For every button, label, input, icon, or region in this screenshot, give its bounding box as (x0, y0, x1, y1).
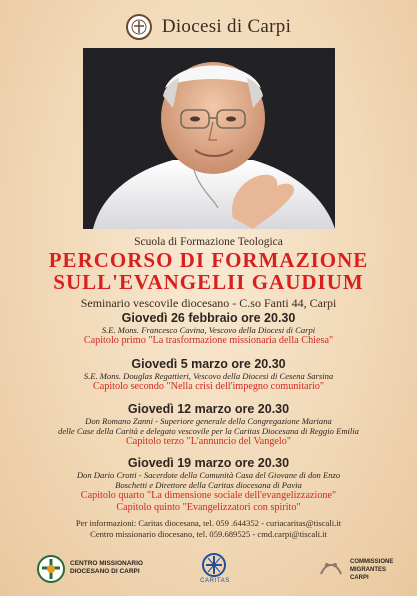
contact-line-centro: Centro missionario diocesano, tel. 059.689525 - cmd.carpi@tiscali.it (90, 529, 327, 539)
caritas-logo-icon (200, 552, 228, 578)
event-item (0, 311, 417, 347)
event-item (0, 402, 417, 448)
pope-photo (83, 48, 335, 229)
event-chapter: Capitolo primo "La trasformazione missionaria della Chiesa" (83, 335, 334, 346)
event-speaker: Don Romano Zanni - Superiore generale della Congregazione Mariana (85, 416, 332, 426)
event-date: Giovedì 26 febbraio ore 20.30 (121, 311, 296, 325)
school-name: Scuola di Formazione Teologica (134, 236, 283, 248)
migrantes-label (350, 558, 393, 582)
diocese-seal-icon (126, 14, 152, 40)
main-title-line1: PERCORSO DI FORMAZIONE (48, 248, 369, 272)
event-chapter: Capitolo quinto "Evangelizzatori con spirito" (116, 502, 301, 513)
migrantes-label-line1: COMMISSIONE (350, 559, 394, 565)
migrantes-label-line2: MIGRANTES (350, 567, 386, 573)
event-item (0, 357, 417, 393)
centro-missionario-label (70, 560, 143, 576)
contact-line-caritas: Per informazioni: Caritas diocesana, tel. 059 .644352 - curiacaritas@tiscali.it (75, 518, 342, 528)
contact-info (0, 518, 417, 540)
event-item (0, 456, 417, 514)
event-speaker: delle Case della Carità e delegato vescovile per la Caritas Diocesana di Reggio Emilia (58, 426, 359, 436)
event-speaker: Don Dario Crotti - Sacerdote della Comunità Casa del Giovane di don Enzo (76, 470, 341, 480)
event-chapter: Capitolo quarto "La dimensione sociale dell'evangelizzazione" (80, 490, 337, 501)
migrantes-logo-icon (318, 554, 344, 580)
diocese-title: Diocesi di Carpi (161, 16, 292, 37)
centro-label-line1: CENTRO MISSIONARIO (70, 560, 143, 567)
event-date: Giovedì 5 marzo ore 20.30 (131, 357, 286, 371)
event-speaker: Boschetti e Direttore della Caritas diocesana di Pavia (115, 480, 302, 490)
event-date: Giovedì 19 marzo ore 20.30 (127, 456, 290, 470)
caritas-label: CARITAS (200, 578, 230, 584)
event-chapter: Capitolo secondo "Nella crisi dell'impegno comunitario" (92, 381, 325, 392)
event-speaker: S.E. Mons. Douglas Regattieri, Vescovo della Diocesi di Cesena Sarsina (83, 371, 334, 381)
migrantes-label-line3: CARPI (350, 575, 369, 581)
event-date: Giovedì 12 marzo ore 20.30 (127, 402, 290, 416)
main-title-line2: SULL'EVANGELII GAUDIUM (53, 270, 364, 294)
header (0, 12, 417, 42)
centro-missionario-logo-icon (36, 554, 66, 584)
event-chapter: Capitolo terzo "L'annuncio del Vangelo" (126, 436, 291, 447)
centro-label-line2: DIOCESANO DI CARPI (70, 568, 140, 575)
footer-logos (0, 548, 417, 592)
venue-address: Seminario vescovile diocesano - C.so Fanti 44, Carpi (80, 296, 337, 310)
event-speaker: S.E. Mons. Francesco Cavina, Vescovo della Diocesi di Carpi (101, 325, 316, 335)
